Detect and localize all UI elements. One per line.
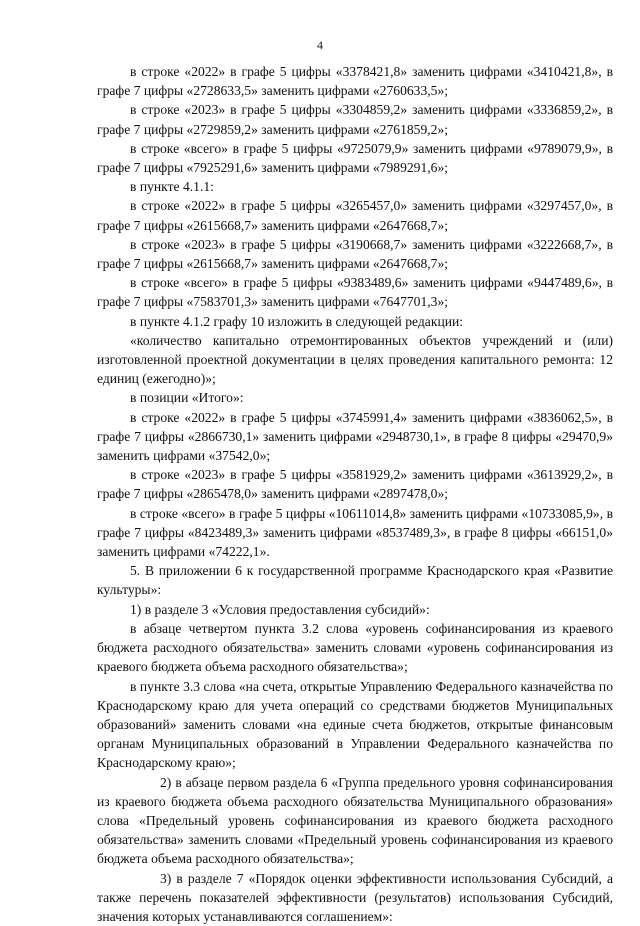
paragraph: в позиции «Итого»:: [130, 390, 244, 406]
paragraph: в пункте 4.1.2 графу 10 изложить в следующей редакции:: [130, 313, 464, 329]
page-number: 4: [317, 38, 323, 52]
paragraph: 2) в абзаце первом раздела 6 «Группа предельного уровня софинансирования из краевого бюджета объема расходного обязательства Муниципального образования» слова «Предельный уровень софинансирования из краевого бюджета расходного обязательства» заменить словами «Предельный уровень софинансирования из краевого бюджета объема расходного обязательства»;: [97, 774, 613, 867]
paragraph: в строке «всего» в графе 5 цифры «10611014,8» заменить цифрами «10733085,9», в графе 7 цифры «8423489,3» заменить цифрами «8537489,3», в графе 8 цифры «66151,0» заменить цифрами «74222,1».: [97, 505, 613, 560]
paragraph: в пункте 3.3 слова «на счета, открытые Управлению Федерального казначейства по Краснодарскому краю для учета операций со средствами бюджетов Муниципальных образований» заменить словами «на единые счета бюджетов, открытые финансовым органам Муниципальных образований в Управлении Федерального казначейства по Краснодарскому краю»;: [97, 678, 613, 771]
paragraph: в строке «всего» в графе 5 цифры «9383489,6» заменить цифрами «9447489,6», в графе 7 цифры «7583701,3» заменить цифрами «7647701,3»;: [97, 275, 613, 310]
document-body: [97, 62, 613, 926]
paragraph: 3) в разделе 7 «Порядок оценки эффективности использования Субсидий, а также перечень показателей эффективности (результатов) использования Субсидий, значения которых устанавливаются соглашением»:: [97, 870, 613, 924]
paragraph: в строке «2023» в графе 5 цифры «3581929,2» заменить цифрами «3613929,2», в графе 7 цифры «2865478,0» заменить цифрами «2897478,0»;: [97, 467, 613, 502]
paragraph: в абзаце четвертом пункта 3.2 слова «уровень софинансирования из краевого бюджета расходного обязательства» заменить словами «уровень софинансирования из краевого бюджета объема расходного обязательства»;: [97, 620, 613, 675]
paragraph: «количество капитально отремонтированных объектов учреждений и (или) изготовленной проектной документации в целях проведения капитального ремонта: 12 единиц (ежегодно)»;: [97, 332, 613, 387]
paragraph: 1) в разделе 3 «Условия предоставления субсидий»:: [130, 601, 430, 617]
paragraph: в строке «2022» в графе 5 цифры «3378421,8» заменить цифрами «3410421,8», в графе 7 цифры «2728633,5» заменить цифрами «2760633,5»;: [97, 64, 613, 99]
paragraph: 5. В приложении 6 к государственной программе Краснодарского края «Развитие культуры»:: [97, 563, 613, 598]
paragraph: в строке «всего» в графе 5 цифры «9725079,9» заменить цифрами «9789079,9», в графе 7 цифры «7925291,6» заменить цифрами «7989291,6»;: [97, 140, 613, 176]
paragraph: в строке «2022» в графе 5 цифры «3265457,0» заменить цифрами «3297457,0», в графе 7 цифры «2615668,7» заменить цифрами «2647668,7»;: [97, 198, 613, 233]
paragraph: в строке «2022» в графе 5 цифры «3745991,4» заменить цифрами «3836062,5», в графе 7 цифры «2866730,1» заменить цифрами «2948730,1», в графе 8 цифры «29470,9» заменить цифрами «37542,0»;: [97, 409, 613, 464]
paragraph: в пункте 4.1.1:: [130, 179, 214, 195]
paragraph: в строке «2023» в графе 5 цифры «3190668,7» заменить цифрами «3222668,7», в графе 7 цифры «2615668,7» заменить цифрами «2647668,7»;: [97, 236, 613, 272]
paragraph: в строке «2023» в графе 5 цифры «3304859,2» заменить цифрами «3336859,2», в графе 7 цифры «2729859,2» заменить цифрами «2761859,2»;: [97, 102, 613, 137]
